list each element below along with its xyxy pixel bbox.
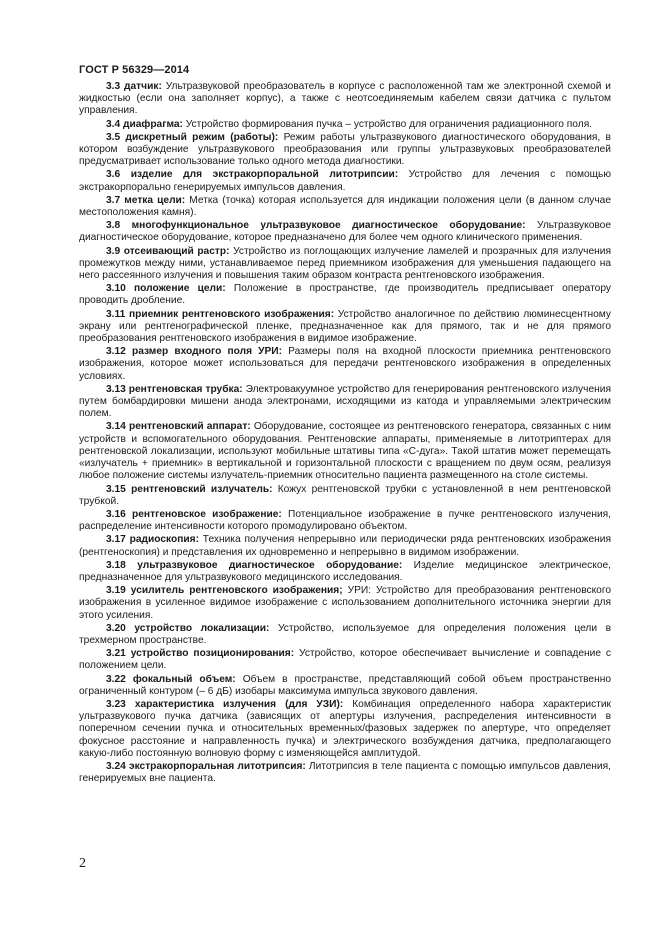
- definition-number: 3.18: [106, 559, 126, 571]
- definition-number: 3.6: [106, 169, 121, 181]
- definition-term-text: изделие для экстракорпоральной литотрипсии:: [130, 169, 399, 181]
- definition-text: Устройство формирования пучка – устройство для ограничения радиационного поля.: [185, 118, 593, 130]
- definition-number: 3.20: [106, 622, 126, 634]
- standard-header: ГОСТ Р 56329—2014: [79, 64, 190, 76]
- definition-term: [106, 195, 185, 206]
- definition-term: [106, 761, 306, 772]
- definition-term: [106, 220, 526, 231]
- definition-term-text: устройство локализации:: [134, 622, 270, 634]
- definition-term: [106, 623, 269, 634]
- definition-entry: [79, 283, 611, 307]
- definition-term: [106, 309, 334, 320]
- definition-term: [106, 585, 343, 596]
- definition-text: Объем в пространстве, представляющий собой объем пространственно ограниченный контуром (– 6 дБ) изобары максимума импульса звукового давления.: [79, 673, 611, 697]
- definition-term: [106, 509, 282, 520]
- definition-term-text: характеристика излучения (для УЗИ):: [134, 698, 344, 710]
- definition-entry: [79, 346, 611, 383]
- definition-entry: [79, 761, 611, 785]
- definition-text: Техника получения непрерывно или периодически ряда рентгеновских изображения (рентгеноскопия) и представления их одновременно и непрерывно в видимом изображении.: [79, 534, 611, 558]
- definition-text: Кожух рентгеновской трубки с установленной в нем рентгеновской трубкой.: [79, 483, 611, 507]
- definition-number: 3.11: [106, 308, 126, 320]
- definition-entry: [79, 132, 611, 169]
- definition-number: 3.19: [106, 585, 126, 597]
- definition-term: [106, 648, 294, 659]
- definition-text: Метка (точка) которая используется для индикации положения цели (в данном случае местоположения камня).: [79, 194, 611, 219]
- definition-number: 3.12: [106, 346, 126, 358]
- definition-text: Устройство для лечения с помощью экстракорпорально генерируемых импульсов давления.: [79, 169, 611, 193]
- definition-term-text: приемник рентгеновского изображения:: [128, 308, 335, 320]
- definition-number: 3.7: [106, 194, 121, 206]
- definition-term: [106, 560, 402, 571]
- definition-term: [106, 81, 162, 92]
- definition-term: [106, 384, 243, 395]
- definition-term-text: отсеивающий растр:: [123, 245, 230, 257]
- definition-number: 3.15: [106, 483, 126, 495]
- definition-number: 3.3: [106, 81, 121, 92]
- definition-text: Размеры поля на входной плоскости приемника рентгеновского изображения, которое может использоваться для передачи рентгеновского изображения в определенных условиях.: [79, 346, 611, 382]
- definition-entry: [79, 384, 611, 421]
- definition-text: Комбинация определенного набора характеристик ультразвукового пучка датчика (зависящих от апертуры излучения, распределения интенсивности в поперечном сечении пучка и относительных временных/фазовых задержек по апертуре, что определяет фокусное расстояние и направленность пучка) и электрического возбуждения датчика, предполагающего какую-либо постоянную волновую форму с изменяющейся амплитудой.: [79, 698, 612, 759]
- definition-entry: [79, 246, 611, 283]
- definition-term-text: датчик:: [124, 81, 162, 92]
- definition-number: 3.4: [106, 118, 121, 130]
- definitions-list: [79, 81, 611, 786]
- definition-term-text: экстракорпоральная литотрипсия:: [128, 760, 306, 772]
- definition-text: Устройство, которое обеспечивает вычисление и совпадение с положением цели.: [79, 648, 611, 672]
- definition-number: 3.21: [106, 648, 126, 660]
- definition-term-text: метка цели:: [124, 194, 186, 206]
- definition-term: [106, 119, 183, 130]
- definition-entry: [79, 699, 611, 760]
- definition-text: Устройство, используемое для определения положения цели в трехмерном пространстве.: [79, 622, 611, 646]
- definition-number: 3.8: [106, 220, 121, 232]
- definition-entry: [79, 560, 611, 584]
- definition-number: 3.17: [106, 534, 126, 546]
- definition-entry: [79, 81, 611, 118]
- definition-term: [106, 246, 230, 257]
- definition-text: Устройство из поглощающих излучение ламелей и прозрачных для излучения промежутков между ними, устанавливаемое перед приемником изображения для уменьшения падающего на него рассеянного излучения и повышения таким образом контраста рентгеновского изображения.: [79, 245, 611, 282]
- definition-entry: [79, 309, 611, 346]
- definition-term-text: устройство позиционирования:: [130, 648, 295, 660]
- definition-term-text: ультразвуковое диагностическое оборудование:: [137, 559, 403, 571]
- definition-text: Положение в пространстве, где производитель предписывает оператору проводить дробление.: [79, 283, 611, 307]
- definition-term-text: рентгеновский аппарат:: [129, 421, 251, 433]
- definition-text: УРИ: Устройство для преобразования рентгеновского изображения в усиленное видимое изображение с использованием дополнительного источника энергии для этого усиления.: [79, 585, 611, 621]
- definition-number: 3.10: [106, 283, 126, 295]
- definition-entry: [79, 674, 611, 698]
- definition-text: Устройство аналогичное по действию люминесцентному экрану или рентгенографической пленке, предназначенное как для прямого, так и не для прямого преобразования рентгеновского изображения в видимое изображение.: [79, 308, 611, 345]
- definition-term-text: диафрагма:: [123, 118, 183, 130]
- definition-entry: [79, 534, 611, 558]
- definition-term-text: размер входного поля УРИ:: [131, 346, 283, 358]
- definition-term: [106, 283, 226, 294]
- definition-text: Режим работы ультразвукового диагностического оборудования, в котором возбуждение ультразвукового преобразования или группы ультразвуковых преобразователей предусматривает использование только одного метода диагностики.: [79, 131, 611, 168]
- definition-term: [106, 346, 282, 357]
- definition-term: [106, 169, 398, 180]
- definition-term: [106, 674, 236, 685]
- definition-entry: [79, 195, 611, 219]
- definition-term-text: усилитель рентгеновского изображения;: [130, 585, 343, 597]
- definition-entry: [79, 648, 611, 672]
- definition-number: 3.14: [106, 421, 126, 433]
- definition-text: Электровакуумное устройство для генерирования рентгеновского излучения путем бомбардировки мишени анода электронами, исходящими из катода и управляемыми электрическим полем.: [79, 383, 611, 420]
- definition-term-text: положение цели:: [134, 283, 226, 295]
- definition-term-text: многофункциональное ультразвуковое диагностическое оборудование:: [131, 220, 526, 232]
- definition-term: [106, 132, 278, 143]
- definition-entry: [79, 421, 611, 482]
- definition-term-text: рентгеновское изображение:: [132, 508, 282, 520]
- definition-term: [106, 421, 251, 432]
- definition-number: 3.24: [106, 760, 126, 772]
- definition-term: [106, 699, 343, 710]
- definition-number: 3.23: [106, 698, 126, 710]
- definition-term-text: радиоскопия:: [129, 534, 199, 546]
- definition-entry: [79, 484, 611, 508]
- definition-entry: [79, 585, 611, 622]
- page-number: 2: [79, 856, 86, 871]
- definition-number: 3.9: [106, 245, 121, 257]
- definition-term-text: рентгеновская трубка:: [128, 383, 243, 395]
- definition-number: 3.5: [106, 131, 121, 143]
- definition-number: 3.16: [106, 508, 126, 520]
- definition-text: Ультразвуковое диагностическое оборудование, которое предназначено для более чем одного клинического применения.: [79, 220, 611, 244]
- definition-term-text: дискретный режим (работы):: [125, 131, 279, 143]
- definition-entry: [79, 509, 611, 533]
- definition-text: Оборудование, состоящее из рентгеновского генератора, связанных с ним устройств и вспомогательного оборудования. Рентгеновские аппараты, применяемые в литотриптерах для рентгеновской локализации, используют мобильные штативы типа «С-дуга». Такой штатив может перемещать «излучатель + приемник» в вертикальной и горизонтальной плоскости с вращением по двум осям, реализуя любое положение системы излучатель-приемник относительно пациента размещенного на столе системы.: [79, 421, 611, 482]
- definition-number: 3.22: [106, 673, 126, 685]
- definition-text: Потенциальное изображение в пучке рентгеновского излучения, распределение интенсивности которого промодулировано объектом.: [79, 508, 611, 533]
- definition-entry: [79, 623, 611, 647]
- definition-term: [106, 534, 199, 545]
- definition-text: Ультразвуковой преобразователь в корпусе с расположенной там же электронной схемой и жидкостью (если она заполняет корпус), а также с неотсоединяемым кабелем связи датчика с пультом управления.: [79, 81, 611, 117]
- definition-entry: [79, 220, 611, 244]
- definition-term-text: рентгеновский излучатель:: [131, 483, 273, 495]
- definition-text: Литотрипсия в теле пациента с помощью импульсов давления, генерируемых вне пациента.: [79, 760, 611, 785]
- definition-term: [106, 484, 273, 495]
- definition-term-text: фокальный объем:: [132, 673, 236, 685]
- definition-text: Изделие медицинское электрическое, предназначенное для ультразвукового медицинского исследования.: [79, 559, 611, 583]
- definition-entry: [79, 119, 611, 131]
- definition-number: 3.13: [106, 383, 126, 395]
- definition-entry: [79, 169, 611, 193]
